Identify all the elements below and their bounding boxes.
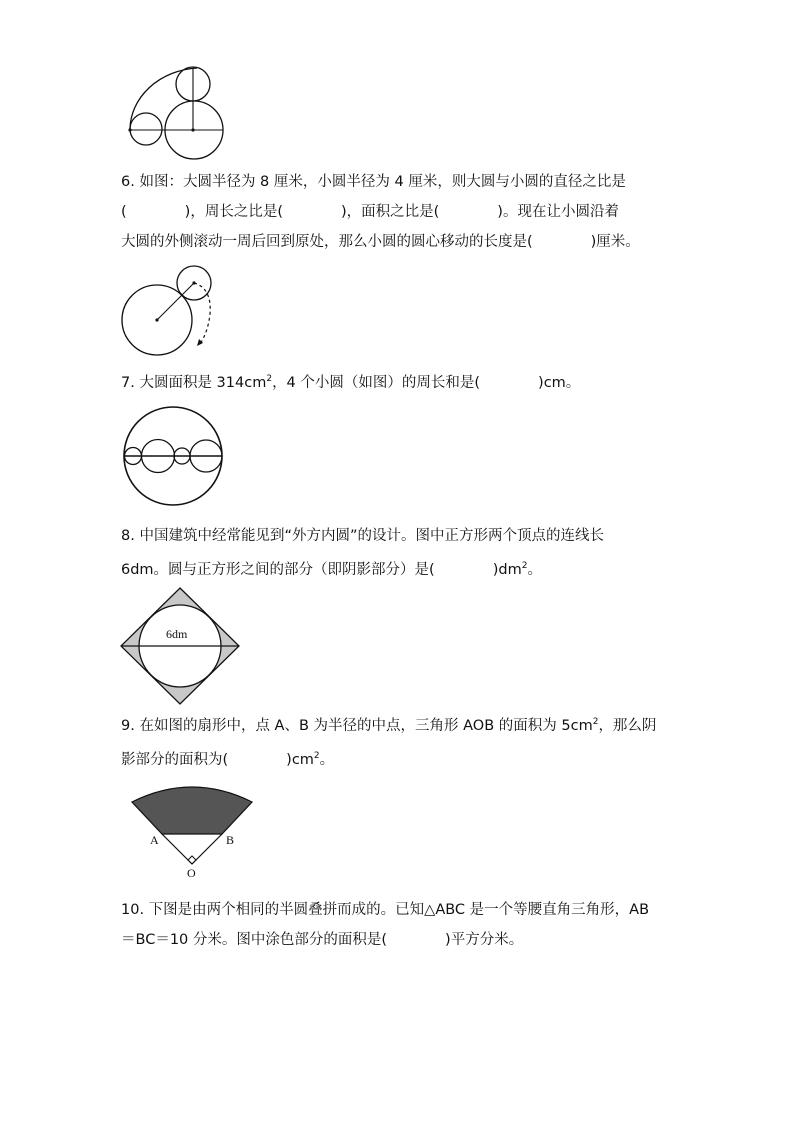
- question-10: [121, 895, 691, 955]
- label-a: A: [150, 833, 159, 847]
- question-9-text-pre: 9. 在如图的扇形中，点 A、B 为半径的中点，三角形 AOB 的面积为 5cm: [121, 717, 593, 734]
- question-9-line-1: [121, 707, 691, 741]
- question-6-line-3: 大圆的外侧滚动一周后回到原处，那么小圆的圆心移动的长度是( )厘米。: [121, 234, 640, 250]
- question-8-line-1: 8. 中国建筑中经常能见到“外方内圆”的设计。图中正方形两个顶点的连线长: [121, 528, 604, 544]
- question-9-line-2-post: 。: [319, 751, 335, 768]
- question-7-line-1: [121, 364, 691, 398]
- figure-6dm-label: 6dm: [166, 627, 188, 641]
- question-6-line-1: 6. 如图：大圆半径为 8 厘米，小圆半径为 4 厘米，则大圆与小圆的直径之比是: [121, 174, 626, 190]
- question-9-line-2-pre: 影部分的面积为( )cm: [121, 751, 314, 768]
- figure-sector: [120, 782, 260, 882]
- question-7-text-pre: 7. 大圆面积是 314cm: [121, 374, 267, 391]
- label-b: B: [226, 833, 235, 847]
- question-9-text-post: ，那么阴: [598, 717, 657, 734]
- question-7-superscript: 2: [266, 374, 273, 384]
- question-9-superscript-1: 2: [592, 717, 599, 727]
- figure-square-circle: [118, 586, 242, 706]
- question-8-superscript: 2: [521, 561, 528, 571]
- question-8-text-pre: 6dm。圆与正方形之间的部分（即阴影部分）是( )dm: [121, 561, 522, 578]
- question-6: [121, 167, 691, 257]
- question-8-text-post: 。: [527, 561, 542, 578]
- question-8: [121, 521, 691, 585]
- question-6-line-2: ( )，周长之比是( )，面积之比是( )。现在让小圆沿着: [121, 204, 619, 220]
- question-7-text-post: ，4 个小圆（如图）的周长和是( )cm。: [272, 374, 581, 391]
- label-o: O: [187, 866, 196, 880]
- question-8-line-2: [121, 551, 691, 585]
- question-9-superscript-2: 2: [313, 750, 320, 761]
- figure-overlapping-circles: [120, 60, 240, 170]
- question-9: [121, 707, 691, 775]
- figure-four-small-circles: [118, 404, 228, 508]
- question-10-line-2: ＝BC＝10 分米。图中涂色部分的面积是( )平方分米。: [121, 932, 524, 948]
- question-9-line-2: [121, 741, 691, 775]
- figure-rolling-circle: [120, 262, 230, 358]
- question-10-line-1: 10. 下图是由两个相同的半圆叠拼而成的。已知△ABC 是一个等腰直角三角形，AB: [121, 902, 650, 918]
- question-7: [121, 364, 691, 398]
